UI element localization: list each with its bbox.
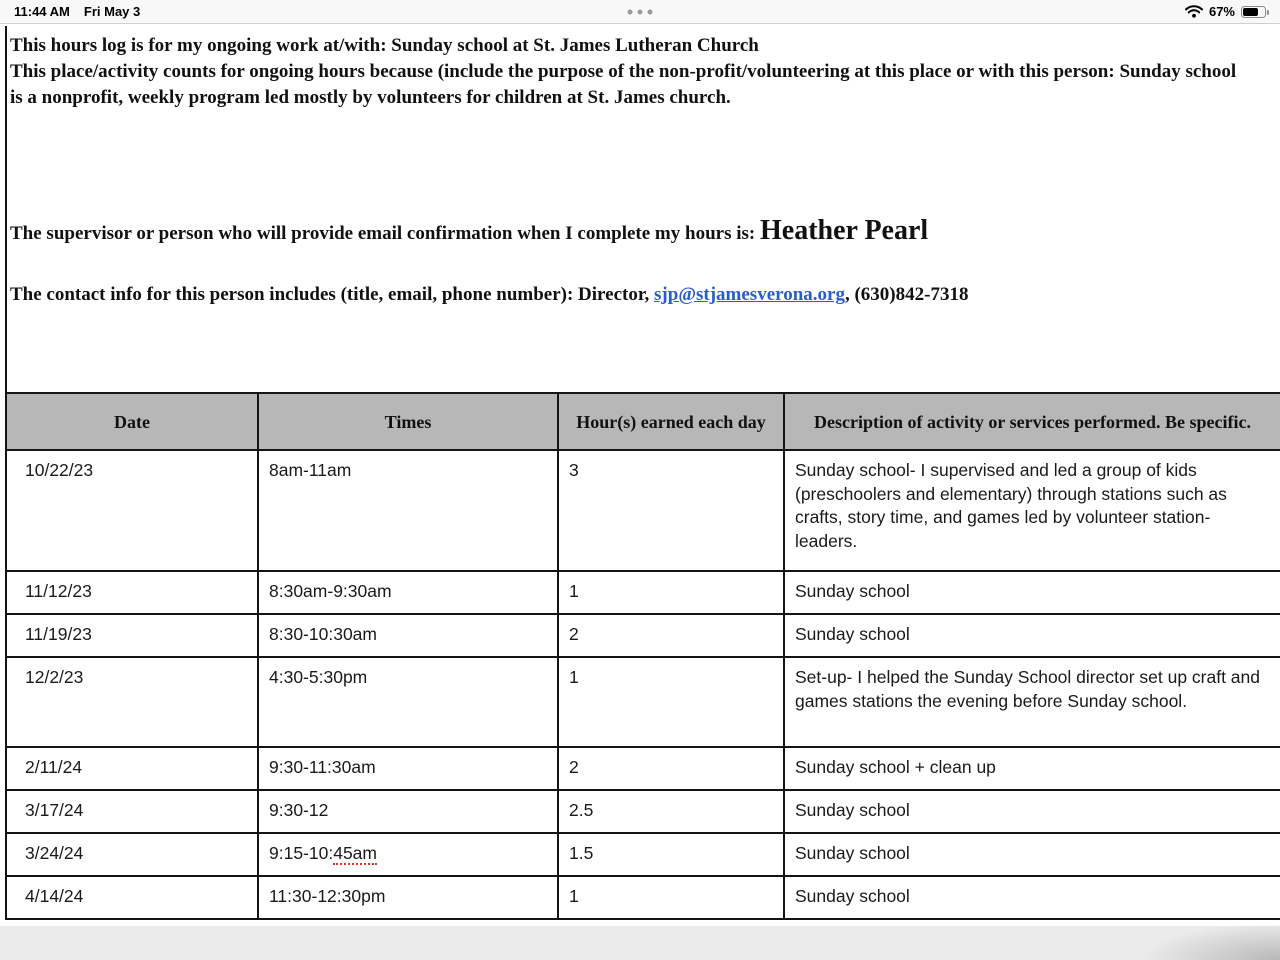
- header-description: Description of activity or services performed. Be specific.: [784, 393, 1280, 450]
- battery-percent: 67%: [1208, 4, 1235, 19]
- table-row: [6, 571, 1280, 614]
- date-cell: 10/22/23: [6, 450, 258, 571]
- description-cell: Set-up- I helped the Sunday School director set up craft and games stations the evening before Sunday school.: [784, 657, 1280, 747]
- status-bar: [0, 0, 1280, 24]
- date-cell: 12/2/23: [6, 657, 258, 747]
- contact-label: The contact info for this person includes (title, email, phone number): Director,: [10, 284, 655, 305]
- description-cell: Sunday school: [784, 876, 1280, 919]
- description-cell: Sunday school + clean up: [784, 747, 1280, 790]
- header-date: Date: [6, 393, 258, 450]
- date-cell: 2/11/24: [6, 747, 258, 790]
- times-text: 9:15-10:: [269, 843, 334, 863]
- table-row: [6, 747, 1280, 790]
- hours-cell: 1: [558, 571, 784, 614]
- description-cell: Sunday school: [784, 571, 1280, 614]
- times-cell: [258, 657, 558, 747]
- times-cell: [258, 790, 558, 833]
- header-times: Times: [258, 393, 558, 450]
- times-cell: [258, 833, 558, 876]
- times-cell: [258, 747, 558, 790]
- times-cell: [258, 450, 558, 571]
- table-row: [6, 657, 1280, 747]
- hours-cell: 3: [558, 450, 784, 571]
- document-left-border: [5, 26, 7, 392]
- table-row: [6, 614, 1280, 657]
- wifi-icon: [1185, 5, 1203, 18]
- supervisor-line: [10, 214, 1238, 251]
- hours-cell: 2: [558, 614, 784, 657]
- times-text: 11:30-12:30pm: [269, 886, 386, 906]
- dot: [648, 9, 653, 14]
- multitask-dots-icon[interactable]: [628, 9, 653, 14]
- times-text: 4:30-5:30pm: [269, 667, 368, 687]
- times-cell: [258, 571, 558, 614]
- date-cell: 3/17/24: [6, 790, 258, 833]
- app-background-below-document: [0, 926, 1280, 960]
- table-row: [6, 876, 1280, 919]
- description-cell: Sunday school: [784, 790, 1280, 833]
- battery-nub: [1267, 10, 1270, 15]
- dot: [638, 9, 643, 14]
- status-time: 11:44 AM: [14, 4, 70, 19]
- date-cell: 4/14/24: [6, 876, 258, 919]
- corner-shadow: [1140, 922, 1280, 960]
- dot: [628, 9, 633, 14]
- times-text: 9:30-12: [269, 800, 329, 820]
- description-cell: Sunday school- I supervised and led a group of kids (preschoolers and elementary) through stations such as crafts, story time, and games led by volunteer station-leaders.: [784, 450, 1280, 571]
- purpose-line: This place/activity counts for ongoing hours because (include the purpose of the non-profit/volunteering at this place or with this person: Sunday school is a nonprofit, weekly program led mostly by volunteers for children at St. James church.: [10, 61, 1237, 108]
- status-bar-right: [1185, 4, 1266, 19]
- supervisor-name: Heather Pearl: [759, 215, 929, 246]
- table-row: [6, 450, 1280, 571]
- supervisor-email-link[interactable]: sjp@stjamesverona.org: [654, 284, 845, 305]
- hours-cell: 1: [558, 657, 784, 747]
- date-cell: 11/12/23: [6, 571, 258, 614]
- hours-cell: 1: [558, 876, 784, 919]
- times-cell: [258, 614, 558, 657]
- description-cell: Sunday school: [784, 833, 1280, 876]
- table-header-row: [6, 393, 1280, 450]
- times-text-spellcheck-underline: 45am: [333, 843, 377, 863]
- contact-line: [10, 282, 1238, 308]
- status-bar-left: [14, 4, 140, 19]
- date-cell: 11/19/23: [6, 614, 258, 657]
- table-row: [6, 833, 1280, 876]
- times-text: 8am-11am: [269, 460, 352, 480]
- times-text: 8:30am-9:30am: [269, 581, 392, 601]
- hours-cell: 2.5: [558, 790, 784, 833]
- status-date: Fri May 3: [83, 4, 141, 19]
- table-row: [6, 790, 1280, 833]
- battery-icon: [1241, 6, 1266, 18]
- description-cell: Sunday school: [784, 614, 1280, 657]
- header-hours: Hour(s) earned each day: [558, 393, 784, 450]
- hours-log-line: This hours log is for my ongoing work at/with: Sunday school at St. James Lutheran Church: [10, 35, 759, 56]
- date-cell: 3/24/24: [6, 833, 258, 876]
- intro-paragraphs: [10, 33, 1238, 111]
- times-text: 8:30-10:30am: [269, 624, 377, 644]
- hours-log-table: [5, 392, 1280, 920]
- hours-cell: 1.5: [558, 833, 784, 876]
- contact-suffix: , (630)842-7318: [844, 284, 969, 305]
- hours-cell: 2: [558, 747, 784, 790]
- times-cell: [258, 876, 558, 919]
- battery-fill: [1243, 8, 1258, 16]
- supervisor-label: The supervisor or person who will provide email confirmation when I complete my hours is:: [10, 223, 760, 244]
- times-text: 9:30-11:30am: [269, 757, 376, 777]
